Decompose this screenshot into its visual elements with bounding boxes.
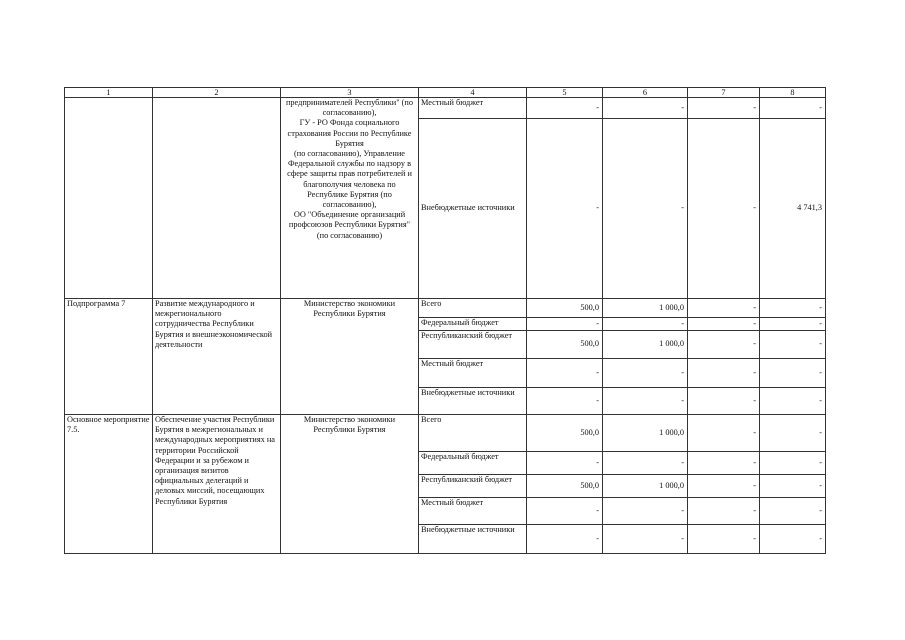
value-cell: - [603,498,688,525]
budget-table [64,87,826,554]
header-cell: 8 [760,88,826,98]
description-cell: Обеспечение участия Республики Бурятия в межрегиональных и международных мероприятиях на территории Российской Федерации и за рубежом и организация визитов официальных делегаций и деловых миссий, посещающих Республики Бурятия [153,415,281,554]
value-cell: - [760,359,826,388]
value-cell: - [688,359,760,388]
responsible-cell [281,98,419,299]
value-cell: - [603,98,688,119]
value-cell: 1 000,0 [603,415,688,452]
value-cell: 1 000,0 [603,475,688,498]
value-cell: - [688,98,760,119]
value-cell: - [527,119,603,299]
responsible-line: предпринимателей Республики" (по согласованию), [285,98,414,118]
value-cell: - [603,525,688,554]
value-cell: - [760,388,826,415]
source-cell: Всего [419,299,527,318]
value-cell: - [603,452,688,475]
value-cell: 4 741,3 [760,119,826,299]
value-cell: 500,0 [527,415,603,452]
table-row [65,415,826,452]
responsible-line: ОО "Объединение организаций профсоюзов Республики Бурятия" (по согласованию) [288,210,411,240]
header-cell: 3 [281,88,419,98]
program-cell: Подпрограмма 7 [65,299,153,415]
source-cell: Всего [419,415,527,452]
budget-table-page [64,87,825,554]
source-cell: Федеральный бюджет [419,318,527,331]
value-cell: - [688,452,760,475]
value-cell: 500,0 [527,331,603,359]
header-cell: 7 [688,88,760,98]
responsible-line: (по согласованию), Управление Федеральной службы по надзору в сфере защиты прав потребителей и благополучия человека по Республике Бурятия (по согласованию), [287,149,412,210]
value-cell: - [527,318,603,331]
source-cell: Местный бюджет [419,359,527,388]
value-cell: - [527,498,603,525]
source-cell: Внебюджетные источники [419,119,527,299]
value-cell: 500,0 [527,299,603,318]
value-cell: - [760,299,826,318]
table-row [65,299,826,318]
source-cell: Местный бюджет [419,498,527,525]
value-cell: - [688,331,760,359]
header-row [65,88,826,98]
value-cell: 1 000,0 [603,299,688,318]
value-cell: - [527,525,603,554]
source-cell: Республиканский бюджет [419,331,527,359]
responsible-cell: Министерство экономики Республики Бурятия [281,415,419,554]
value-cell: - [760,318,826,331]
source-cell: Республиканский бюджет [419,475,527,498]
value-cell: - [603,388,688,415]
value-cell: - [688,318,760,331]
value-cell: - [527,452,603,475]
header-cell: 4 [419,88,527,98]
source-cell: Внебюджетные источники [419,388,527,415]
source-cell: Внебюджетные источники [419,525,527,554]
value-cell: - [527,388,603,415]
value-cell: - [688,388,760,415]
value-cell: - [760,525,826,554]
value-cell: 500,0 [527,475,603,498]
value-cell: - [603,359,688,388]
value-cell: - [688,299,760,318]
value-cell: - [603,119,688,299]
header-cell: 6 [603,88,688,98]
header-cell: 2 [153,88,281,98]
value-cell: - [760,98,826,119]
value-cell: - [760,452,826,475]
value-cell: - [527,359,603,388]
value-cell: - [688,525,760,554]
value-cell: - [760,415,826,452]
value-cell: - [688,475,760,498]
header-cell: 5 [527,88,603,98]
value-cell: - [527,98,603,119]
responsible-cell: Министерство экономики Республики Бурятия [281,299,419,415]
value-cell: - [603,318,688,331]
value-cell: - [760,498,826,525]
program-cell [65,98,153,299]
value-cell: 1 000,0 [603,331,688,359]
header-cell: 1 [65,88,153,98]
program-cell: Основное мероприятие 7.5. [65,415,153,554]
responsible-line: ГУ - РО Фонда социального страхования России по Республике Бурятия [287,118,412,148]
value-cell: - [760,331,826,359]
source-cell: Федеральный бюджет [419,452,527,475]
table-row [65,98,826,119]
description-cell [153,98,281,299]
source-cell: Местный бюджет [419,98,527,119]
value-cell: - [760,475,826,498]
value-cell: - [688,415,760,452]
value-cell: - [688,498,760,525]
value-cell: - [688,119,760,299]
description-cell: Развитие международного и межрегионального сотрудничества Республики Бурятия и внешнеэкономической деятельности [153,299,281,415]
